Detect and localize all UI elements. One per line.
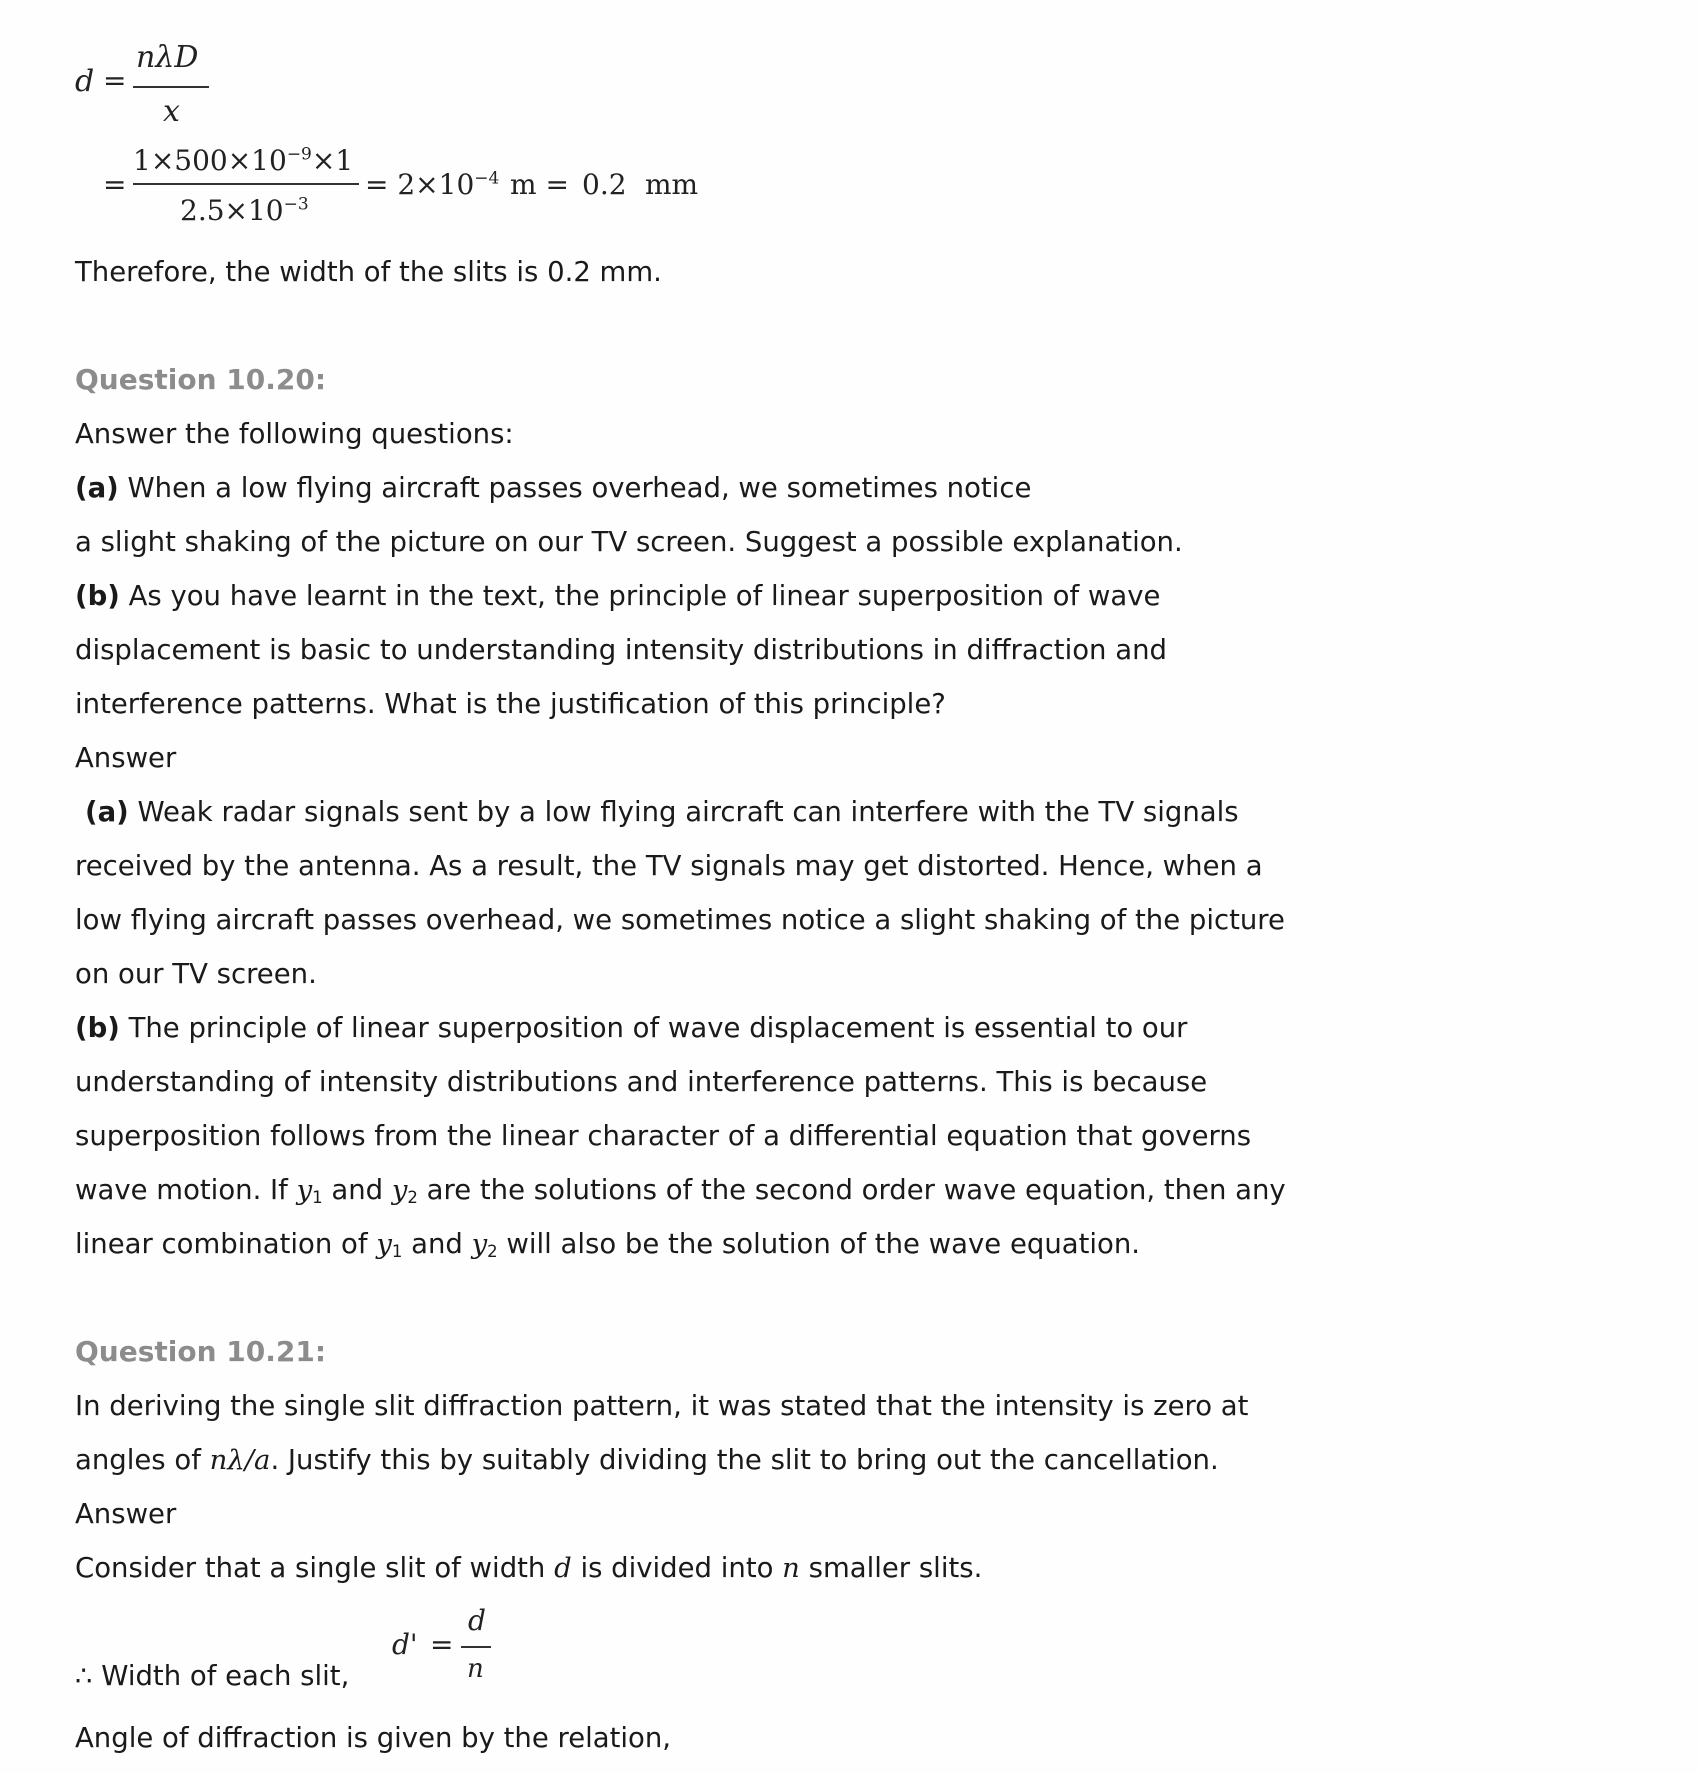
q20-part-b-line3: interference patterns. What is the justification of this principle? — [75, 688, 946, 720]
calc-value: 0.2 — [582, 168, 627, 201]
q20-answer-b-line2: understanding of intensity distributions and interference patterns. This is because — [75, 1066, 1208, 1098]
calc-value-unit: mm — [645, 168, 699, 201]
dprime-lhs: d' — [392, 1628, 418, 1661]
q21-line1: In deriving the single slit diffraction pattern, it was stated that the intensity is zero at — [75, 1390, 1249, 1422]
conclusion-text: Therefore, the width of the slits is 0.2 mm. — [75, 256, 662, 288]
q20-intro: Answer the following questions: — [75, 418, 514, 450]
question-20-heading: Question 10.20: — [75, 363, 327, 396]
therefore-icon: ∴ — [75, 1660, 93, 1692]
dprime-eq: = — [430, 1628, 454, 1661]
slit-width-label: ∴ Width of each slit, — [75, 1660, 350, 1692]
q20-answer-b-line4: wave motion. If $y_1$ and $y_2$ are the solutions of the second order wave equation, then any — [75, 1174, 1286, 1208]
q20-answer-b-line5: linear combination of $y_1$ and $y_2$ will also be the solution of the wave equation. — [75, 1228, 1141, 1262]
q20-answer-label: Answer — [75, 742, 177, 774]
q20-part-b-line1: (b) As you have learnt in the text, the principle of linear superposition of wave — [75, 580, 1161, 612]
formula-denominator: x — [163, 94, 180, 129]
q21-answer-label: Answer — [75, 1498, 177, 1530]
q20-answer-b-line3: superposition follows from the linear character of a differential equation that governs — [75, 1120, 1252, 1152]
q20-answer-b-line1: (b) The principle of linear superposition of wave displacement is essential to our — [75, 1012, 1188, 1044]
dprime-denominator: n — [467, 1654, 484, 1684]
formula-eq: = — [103, 64, 127, 97]
q21-last-line: Angle of diffraction is given by the relation, — [75, 1722, 672, 1754]
q20-answer-a-line2: received by the antenna. As a result, the TV signals may get distorted. Hence, when a — [75, 850, 1263, 882]
q20-answer-a-line4: on our TV screen. — [75, 958, 317, 990]
q20-answer-a-line3: low flying aircraft passes overhead, we sometimes notice a slight shaking of the picture — [75, 904, 1285, 936]
question-21-heading: Question 10.21: — [75, 1335, 327, 1368]
dprime-numerator: d — [468, 1604, 486, 1637]
q21-line2: angles of nλ/a. Justify this by suitably dividing the slit to bring out the cancellation. — [75, 1444, 1219, 1476]
calc-denominator: $2.5\times 10^{-3}$ — [180, 194, 309, 227]
calc-result: = $2\times 10^{-4}$ — [365, 168, 500, 201]
dprime-fraction-bar — [461, 1646, 491, 1648]
q20-part-b-line2: displacement is basic to understanding intensity distributions in diffraction and — [75, 634, 1167, 666]
formula-lhs: d — [75, 64, 95, 99]
calc-units: m = — [510, 168, 569, 201]
calc-numerator: $1\times 500\times 10^{-9}\times 1$ — [133, 144, 354, 177]
fraction-bar — [133, 86, 209, 88]
q20-part-a-line1: (a) When a low flying aircraft passes overhead, we sometimes notice — [75, 472, 1032, 504]
q20-part-a-line2: a slight shaking of the picture on our TV screen. Suggest a possible explanation. — [75, 526, 1183, 558]
q20-answer-a-line1: (a) Weak radar signals sent by a low flying aircraft can interfere with the TV signals — [85, 796, 1239, 828]
calc-eq: = — [103, 168, 127, 201]
q21-line3: Consider that a single slit of width d is divided into n smaller slits. — [75, 1552, 983, 1584]
calc-fraction-bar — [133, 183, 359, 185]
formula-numerator: nλD — [136, 40, 199, 75]
